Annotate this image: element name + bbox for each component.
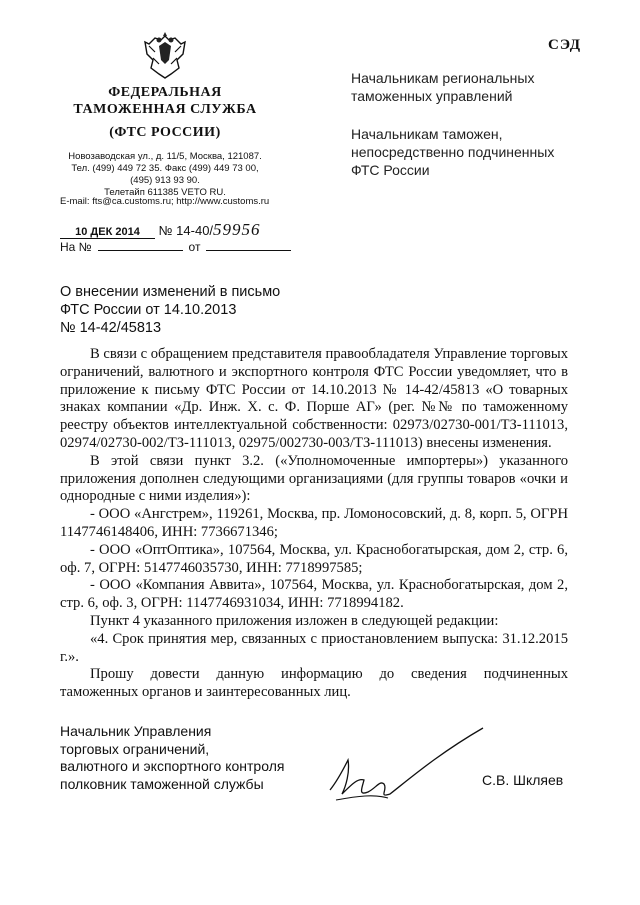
body-paragraph: Пункт 4 указанного приложения изложен в следующей редакции: [90,612,499,629]
org-phone2: (495) 913 93 90. [130,175,200,186]
reply-from-blank [206,250,291,251]
subject-line: О внесении изменений в письмо [60,284,281,300]
org-email: E-mail: fts@ca.customs.ru; http://www.customs.ru [60,196,270,207]
reply-to-label: На № [60,240,92,254]
org-phone: Тел. (499) 449 72 35. Факс (499) 449 73 00, [71,163,259,174]
body-paragraph: В связи с обращением представителя правообладателя Управление торговых ограничений, валютного и экспортного контроля ФТС России уведомляет, что в приложение к письму ФТС России от 14.10.2013 № 14-42/45813 «О товарных знаках компании «Др. Инж. Х. с. Ф. Порше АГ» (рег. №№ по таможенному реестру объектов интеллектуальной собственности: 02973/02730-001/ТЗ-111013, 02974/02730-002/ТЗ-111013, 02975/002730-003/ТЗ-111013) внесены изменения. [60,346,568,451]
body-paragraph: Прошу довести данную информацию до сведения подчиненных таможенных органов и заинтересованных лиц. [60,666,568,701]
position-line: валютного и экспортного контроля [60,758,285,774]
registration-line [60,220,261,240]
signatory-name: С.В. Шкляев [482,772,564,788]
body-paragraph: - ООО «Компания Аввита», 107564, Москва, ул. Краснобогатырская, дом 2, стр. 6, оф. 3, ОГРН: 1147746931034, ИНН: 7718994182. [60,577,568,612]
subject-line: № 14-42/45813 [60,320,162,336]
reg-number-handwritten: 59956 [213,220,261,239]
org-line1: ФЕДЕРАЛЬНАЯ [108,85,222,100]
org-contacts [60,151,270,199]
org-name [60,84,270,141]
reply-from-label: от [188,240,201,254]
letter-body [60,346,568,702]
position-line: полковник таможенной службы [60,775,264,792]
addressee-regional [351,69,534,105]
sed-mark: СЭД [548,37,582,53]
reg-date: 10 ДЕК 2014 [60,226,155,239]
addressee-line: таможенных управлений [351,88,513,104]
addressee-line: Начальникам региональных [351,70,535,86]
subject-line: ФТС России от 14.10.2013 [60,302,237,318]
addressee-line: непосредственно подчиненных [351,144,555,160]
reply-to-line [60,240,297,254]
org-address: Новозаводская ул., д. 11/5, Москва, 121087. [68,151,262,162]
org-abbr: (ФТС РОССИИ) [109,125,221,140]
body-paragraph: В этой связи пункт 3.2. («Уполномоченные импортеры») указанного приложения дополнен следующими организациями (для группы товаров «очки и однородные с ними изделия»): [60,452,568,505]
addressee-line: ФТС России [351,162,430,178]
addressee-customs [351,125,554,179]
body-paragraph: «4. Срок принятия мер, связанных с приостановлением выпуска: 31.12.2015 г.». [60,630,568,665]
coat-of-arms-icon [139,30,191,82]
reply-to-blank [98,250,183,251]
letter-subject [60,283,280,337]
handwritten-signature [318,720,488,810]
reg-number-prefix: № 14-40/ [158,223,214,238]
position-line: торговых ограничений, [60,740,210,757]
body-paragraph: - ООО «ОптОптика», 107564, Москва, ул. Краснобогатырская, дом 2, стр. 6, оф. 7, ОГРН: 5147746035730, ИНН: 7718997585; [60,541,568,576]
position-line: Начальник Управления [60,723,212,739]
body-paragraph: - ООО «Ангстрем», 119261, Москва, пр. Ломоносовский, д. 8, корп. 5, ОГРН 1147746148406, ИНН: 7736671346; [60,506,568,540]
org-line2: ТАМОЖЕННАЯ СЛУЖБА [73,102,257,117]
signatory-position [60,723,284,793]
org-teletype: Телетайп 611385 VETO RU. [104,187,226,198]
addressee-line: Начальникам таможен, [351,126,503,142]
